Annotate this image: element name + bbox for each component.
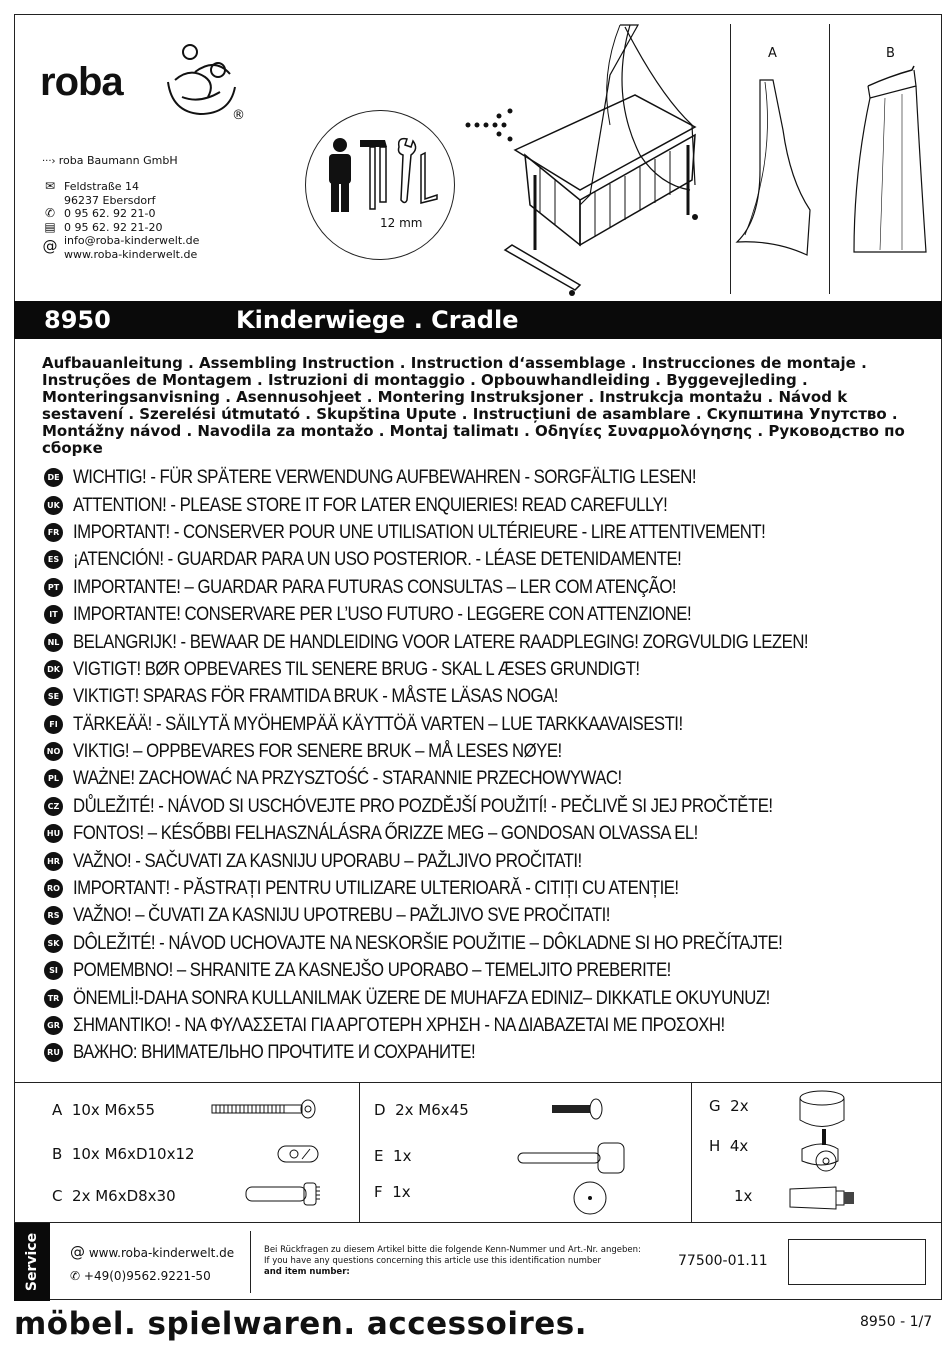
parts-divider xyxy=(691,1083,692,1223)
registered-mark: ® xyxy=(232,108,245,123)
warning-row: RS VAŽNO! – ČUVATI ZA KASNIJU UPOTREBU – PAŽLJIVO SVE PROČITATI! xyxy=(44,902,924,929)
warning-row: GR ΣΗΜΑΝΤΙΚΟ! - ΝΑ ΦΥΛΑΣΣΕΤΑΙ ΓΙΑ ΑΡΓΟΤΕΡΗ ΧΡΗΣΗ - ΝΑ ΔΙΑΒΑΖΕΤΑΙ ΜΕ ΠΡΟΣΟΧΗ! xyxy=(44,1012,924,1039)
company-name: ···› roba Baumann GmbH xyxy=(42,154,178,167)
flag-badge: HR xyxy=(44,852,63,871)
flag-badge: HU xyxy=(44,824,63,843)
warning-row: NL BELANGRIJK! - BEWAAR DE HANDLEIDING VOOR LATERE RAADPLEGING! ZORGVULDIG LEZEN! xyxy=(44,628,924,655)
flag-badge: CZ xyxy=(44,797,63,816)
tools-illustration xyxy=(315,135,445,220)
warning-row: IT IMPORTANTE! CONSERVARE PER L’USO FUTURO - LEGGERE CON ATTENZIONE! xyxy=(44,601,924,628)
warning-row: DK VIGTIGT! BØR OPBEVARES TIL SENERE BRUG - SKAL L ÆSES GRUNDIGT! xyxy=(44,656,924,683)
title-bar xyxy=(14,301,942,339)
flag-badge: DK xyxy=(44,660,63,679)
warning-row: ES ¡ATENCIÓN! - GUARDAR PARA UN USO POSTERIOR. - LÉASE DETENIDAMENTE! xyxy=(44,546,924,573)
canopy-a-illustration xyxy=(735,70,825,260)
canopy-b-illustration xyxy=(840,62,930,262)
flag-badge: RS xyxy=(44,906,63,925)
caster-h-icon xyxy=(792,1127,848,1175)
flag-badge: FI xyxy=(44,715,63,734)
flag-badge: NL xyxy=(44,633,63,652)
spacer-g-icon xyxy=(796,1089,848,1129)
part-d: D 2x M6x45 xyxy=(374,1101,469,1119)
service-code: 77500-01.11 xyxy=(678,1253,768,1269)
service-divider xyxy=(250,1231,251,1293)
flag-badge: SK xyxy=(44,934,63,953)
sleeve-nut-c-icon xyxy=(242,1181,326,1207)
flag-badge: TR xyxy=(44,989,63,1008)
at-icon: @ xyxy=(70,1243,85,1261)
flag-badge: NO xyxy=(44,742,63,761)
fax-icon: ▤ xyxy=(44,219,56,234)
flag-badge: ES xyxy=(44,550,63,569)
at-icon: @ xyxy=(42,237,58,255)
page-number: 8950 - 1/7 xyxy=(860,1314,933,1330)
warning-row: PT IMPORTANTE! – GUARDAR PARA FUTURAS CONSULTAS – LER COM ATENÇÃO! xyxy=(44,574,924,601)
phone-icon: ✆ xyxy=(70,1269,81,1283)
parts-list xyxy=(14,1082,942,1222)
flag-badge: RO xyxy=(44,879,63,898)
warning-row: CZ DŮLEŽITÉ! - NÁVOD SI USCHÓVEJTE PRO POZDĚJŠÍ POUŽITÍ! - PEČLIVĚ SI JEJ PROČTĚTE! xyxy=(44,793,924,820)
flag-badge: IT xyxy=(44,605,63,624)
part-g: G 2x xyxy=(709,1097,749,1115)
brand-logo-text: roba xyxy=(40,60,123,104)
id-number-box[interactable] xyxy=(788,1239,926,1285)
warning-row: RO IMPORTANT! - PĂSTRAȚI PENTRU UTILIZARE ULTERIOARĂ - CITIȚI CU ATENȚIE! xyxy=(44,875,924,902)
warning-row: SK DÔLEŽITÉ! - NÁVOD UCHOVAJTE NA NESKORŠIE POUŽITIE – DÔKLADNE SI HO PREČÍTAJTE! xyxy=(44,930,924,957)
warning-row: TR ÖNEMLİ!-DAHA SONRA KULLANILMAK ÜZERE DE MUHAFZA EDINIZ– DIKKATLE OKUYUNUZ! xyxy=(44,984,924,1011)
warning-row: RU ВАЖНО: ВНИМАТЕЛЬНО ПРОЧТИТЕ И СОХРАНИТЕ! xyxy=(44,1039,924,1066)
instructions-languages: Aufbauanleitung . Assembling Instruction . Instruction d‘assemblage . Instrucciones de montaje . Instruções de Montagem . Istruzioni di montaggio . Opbouwhandleiding . Byggevejleding . Monteringsanvisning . Asennusohjeet . Montering Instruksjoner . Instrukcja montażu . Návod k sestavení . Szerelési útmutató . Skupština Upute . Instrucțiuni de asamblare . Скупштина Упутство . Montážny návod . Navodila za montažo . Montaj talimatı . Οδηγίες Συναρμολόγησης . Руководство по сборке xyxy=(42,354,905,457)
warning-row: FR IMPORTANT! - CONSERVER POUR UNE UTILISATION ULTÉRIEURE - LIRE ATTENTIVEMENT! xyxy=(44,519,924,546)
screw-a-icon xyxy=(210,1099,322,1119)
screw-d-icon xyxy=(550,1097,606,1121)
variant-b-label: B xyxy=(886,46,895,61)
warning-row: FI TÄRKEÄÄ! - SÄILYTÄ MYÖHEMPÄÄ KÄYTTÖÄ VARTEN – LUE TARKKAAVAISESTI! xyxy=(44,711,924,738)
warning-row: PL WAŻNE! ZACHOWAĆ NA PRZYSZTOŚĆ - STARANNIE PRZECHOWYWAC! xyxy=(44,765,924,792)
product-name: Kinderwiege . Cradle xyxy=(236,306,519,334)
flag-badge: SI xyxy=(44,961,63,980)
warning-row: HU FONTOS! – KÉSŐBBI FELHASZNÁLÁSRA ŐRIZZE MEG – GONDOSAN OLVASSA EL! xyxy=(44,820,924,847)
variant-a-label: A xyxy=(768,46,777,61)
part-f: F 1x xyxy=(374,1183,411,1201)
divider-b xyxy=(829,24,830,294)
cradle-illustration xyxy=(460,15,725,300)
warning-row: NO VIKTIG! – OPPBEVARES FOR SENERE BRUK – MÅ LESES NØYE! xyxy=(44,738,924,765)
part-glue: 1x xyxy=(734,1187,753,1205)
flag-badge: SE xyxy=(44,687,63,706)
flag-badge: FR xyxy=(44,523,63,542)
slogan: möbel. spielwaren. accessoires. xyxy=(14,1306,588,1342)
flag-badge: DE xyxy=(44,468,63,487)
service-tab: Service xyxy=(14,1223,50,1301)
part-b: B 10x M6xD10x12 xyxy=(52,1145,195,1163)
part-c: C 2x M6xD8x30 xyxy=(52,1187,176,1205)
warning-row: SI POMEMBNO! – SHRANITE ZA KASNEJŠO UPORABO – TEMELJITO PREBERITE! xyxy=(44,957,924,984)
warning-row: HR VAŽNO! - SAČUVATI ZA KASNIJU UPORABU – PAŽLJIVO PROČITATI! xyxy=(44,847,924,874)
service-phone: ✆ +49(0)9562.9221-50 xyxy=(70,1269,211,1283)
flag-badge: GR xyxy=(44,1016,63,1035)
flag-badge: PL xyxy=(44,769,63,788)
warning-row: UK ATTENTION! - PLEASE STORE IT FOR LATER ENQUIERIES! READ CAREFULLY! xyxy=(44,491,924,518)
product-number: 8950 xyxy=(44,306,111,334)
warning-row: DE WICHTIG! - FÜR SPÄTERE VERWENDUNG AUFBEWAHREN - SORGFÄLTIG LESEN! xyxy=(44,464,924,491)
part-e: E 1x xyxy=(374,1147,412,1165)
axle-e-icon xyxy=(516,1141,628,1175)
warning-row: SE VIKTIGT! SPARAS FÖR FRAMTIDA BRUK - MÅSTE LÄSAS NOGA! xyxy=(44,683,924,710)
warnings-list xyxy=(44,464,924,1067)
contact-block: ✉ Feldstraße 14 96237 Ebersdorf ✆ 0 95 62. 92 21-0 ▤ 0 95 62. 92 21-20 @ info@roba-kinderwelt.de www.roba-kinderwelt.de xyxy=(42,179,200,261)
flag-badge: PT xyxy=(44,578,63,597)
barrel-nut-b-icon xyxy=(276,1143,324,1165)
parts-divider xyxy=(359,1083,360,1223)
flag-badge: RU xyxy=(44,1043,63,1062)
tool-size-label: 12 mm xyxy=(380,216,423,230)
glue-tube-icon xyxy=(786,1183,858,1213)
part-h: H 4x xyxy=(709,1137,749,1155)
part-a: A 10x M6x55 xyxy=(52,1101,155,1119)
envelope-icon: ✉ xyxy=(44,179,56,193)
knob-f-icon xyxy=(570,1179,610,1217)
arrow-icon: ···› xyxy=(42,156,59,167)
service-note: Bei Rückfragen zu diesem Artikel bitte die folgende Kenn-Nummer und Art.-Nr. angeben: If you have any questions concerning this article use this identification number and item number: xyxy=(264,1245,641,1277)
service-section xyxy=(14,1222,942,1300)
service-web[interactable]: @ www.roba-kinderwelt.de xyxy=(70,1243,235,1261)
divider-a xyxy=(730,24,731,294)
flag-badge: UK xyxy=(44,496,63,515)
phone-icon: ✆ xyxy=(44,206,56,220)
